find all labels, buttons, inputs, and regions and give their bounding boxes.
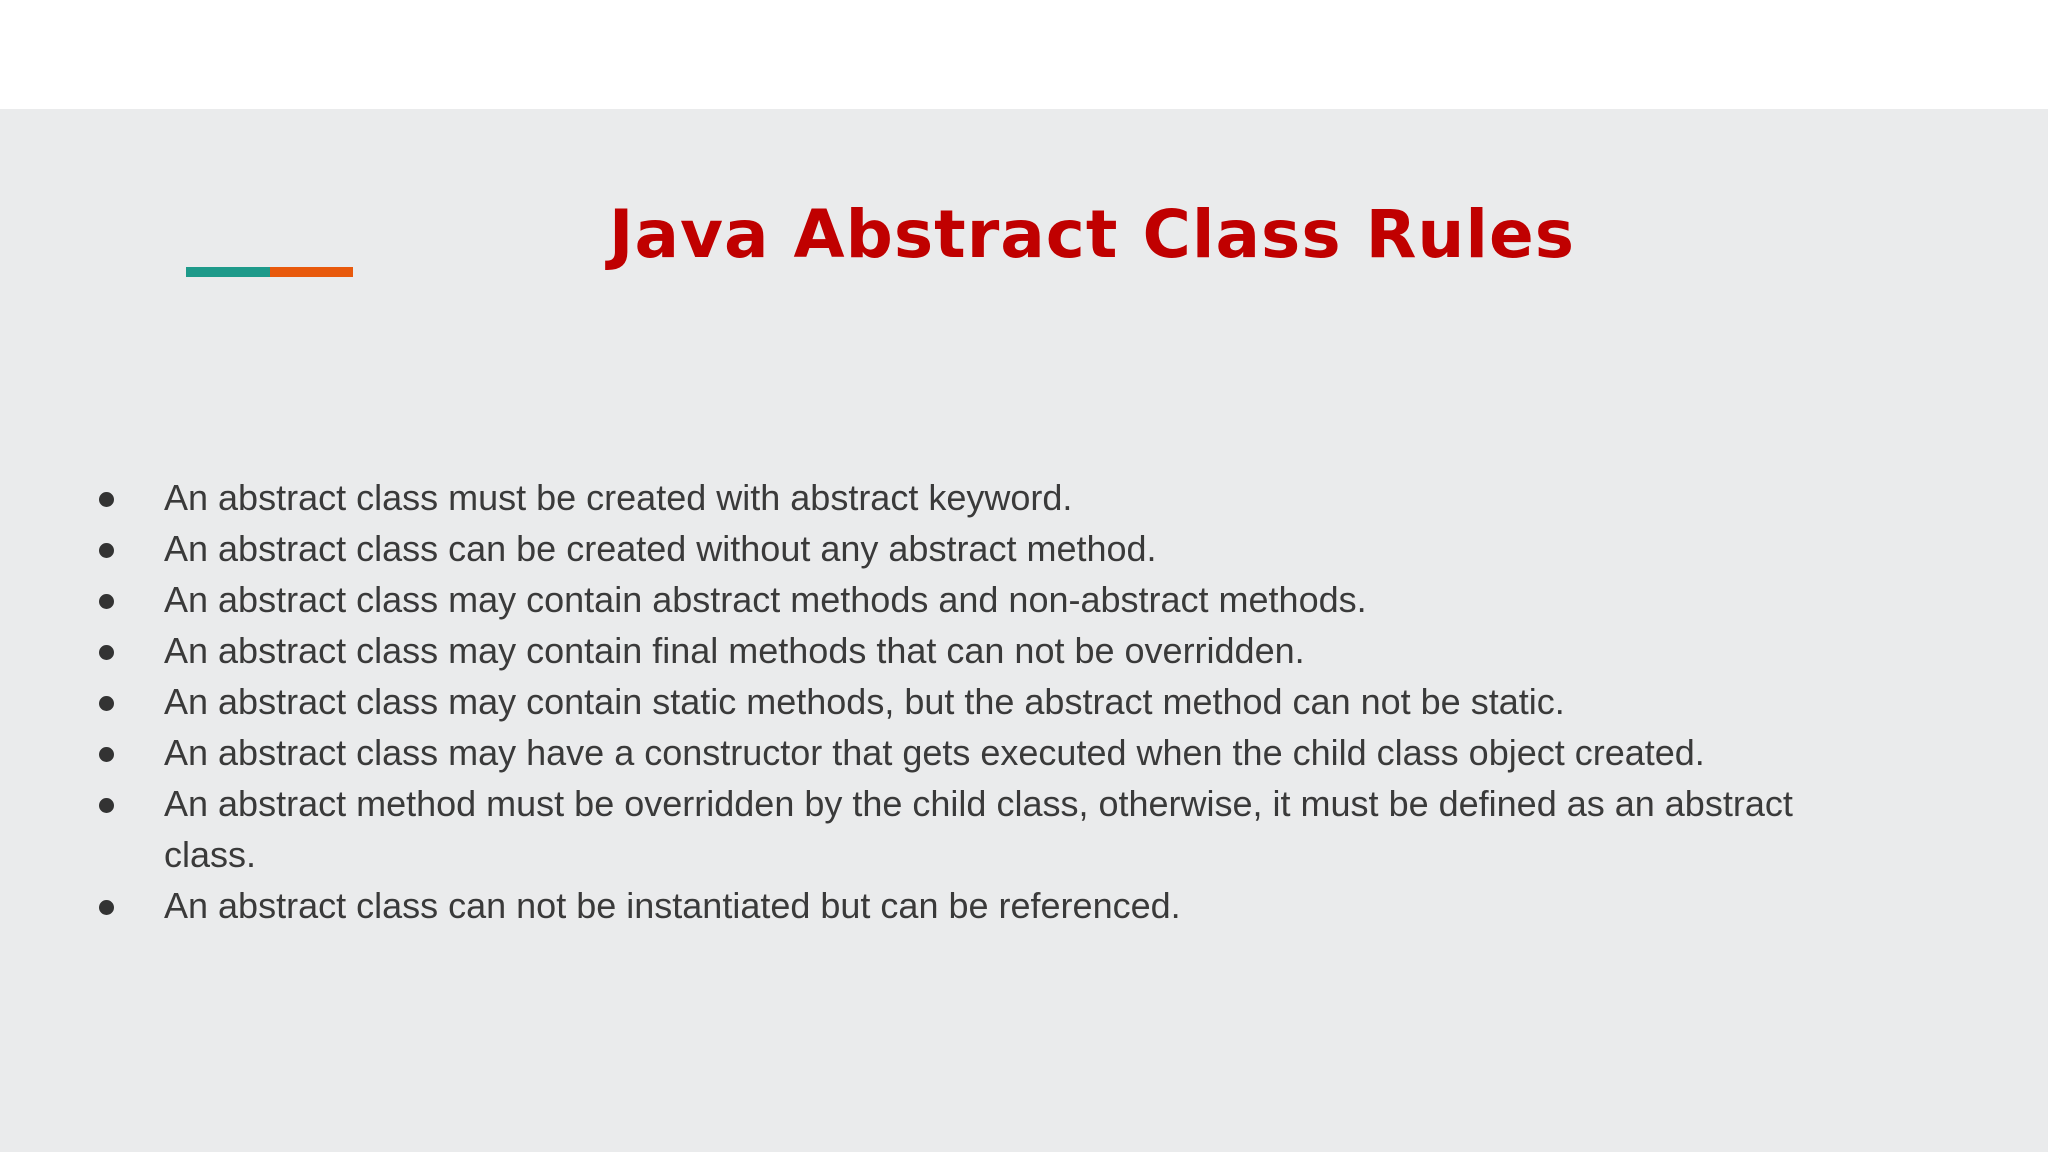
bullet-dot-icon: [99, 696, 114, 711]
accent-bar: [186, 267, 353, 277]
bullet-dot-icon: [99, 645, 114, 660]
bullet-text: An abstract class can not be instantiated but can be referenced.: [164, 885, 1181, 926]
bullet-item: [96, 625, 1846, 676]
accent-bar-orange: [270, 267, 354, 277]
bullet-item: [96, 778, 1846, 880]
bullet-dot-icon: [99, 492, 114, 507]
bullet-list: [96, 472, 1846, 931]
accent-bar-teal: [186, 267, 270, 277]
bullet-text: An abstract class may contain abstract methods and non-abstract methods.: [164, 579, 1367, 620]
bullet-text: An abstract class may contain final methods that can not be overridden.: [164, 630, 1305, 671]
bullet-text: An abstract class must be created with abstract keyword.: [164, 477, 1073, 518]
bullet-text: An abstract class can be created without any abstract method.: [164, 528, 1157, 569]
bullet-item: [96, 574, 1846, 625]
bullet-dot-icon: [99, 900, 114, 915]
bullet-item: [96, 472, 1846, 523]
bullet-dot-icon: [99, 747, 114, 762]
bullet-dot-icon: [99, 543, 114, 558]
bullet-item: [96, 523, 1846, 574]
slide-title: Java Abstract Class Rules: [608, 196, 1576, 273]
bullet-dot-icon: [99, 798, 114, 813]
bullet-item: [96, 676, 1846, 727]
bullet-text: An abstract class may have a constructor that gets executed when the child class object created.: [164, 732, 1705, 773]
bullet-text: An abstract class may contain static methods, but the abstract method can not be static.: [164, 681, 1565, 722]
bullet-dot-icon: [99, 594, 114, 609]
bullet-item: [96, 880, 1846, 931]
bullet-text: An abstract method must be overridden by the child class, otherwise, it must be defined as an abstract class.: [164, 783, 1793, 875]
bullet-item: [96, 727, 1846, 778]
